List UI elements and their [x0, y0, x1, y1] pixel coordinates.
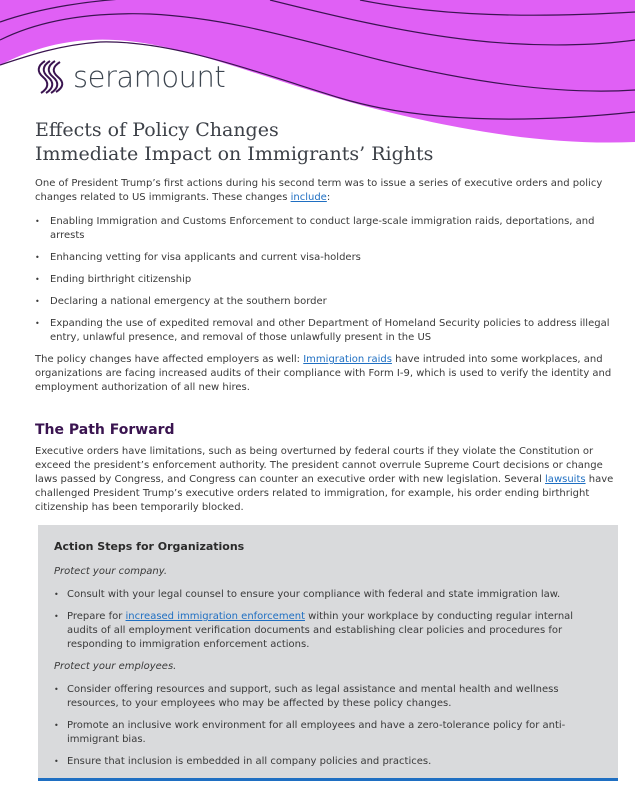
list-item: • Enabling Immigration and Customs Enforcement to conduct large-scale immigration raids, deportations, and arrests	[35, 215, 620, 243]
logo-mark-icon	[33, 58, 67, 96]
immigration-raids-link[interactable]: Immigration raids	[303, 354, 392, 365]
intro-paragraph: One of President Trump’s first actions during his second term was to issue a series of executive orders and policy changes related to US immigrants. These changes include:	[35, 178, 603, 203]
path-forward-paragraph: Executive orders have limitations, such as being overturned by federal courts if they violate the Constitution or exceed the president’s enforcement authority. The president cannot overrule Supreme Court decisions or change laws passed by Congress, and Congress can counter an executive order with new legislation. Several lawsuits have challenged President Trump’s executive orders related to immigration, for example, his order ending birthright citizenship has been temporarily blocked.	[35, 446, 614, 513]
lawsuits-link[interactable]: lawsuits	[545, 474, 586, 485]
page-title	[35, 118, 433, 166]
protect-employees-label: Protect your employees.	[54, 661, 177, 672]
action-steps-heading: Action Steps for Organizations	[54, 540, 245, 553]
logo-text: seramount	[73, 60, 226, 94]
list-item: • Prepare for increased immigration enforcement within your workplace by conducting regular internal audits of all employment verification documents and establishing clear policies and procedures for responding to immigration enforcement actions.	[54, 610, 602, 652]
list-item: • Ensure that inclusion is embedded in all company policies and practices.	[54, 755, 602, 769]
path-forward-heading: The Path Forward	[35, 422, 175, 438]
changes-list	[35, 215, 620, 345]
action-steps-box	[38, 525, 618, 781]
seramount-logo	[33, 58, 225, 96]
list-item: • Declaring a national emergency at the southern border	[35, 295, 620, 309]
increased-enforcement-link[interactable]: increased immigration enforcement	[125, 611, 305, 622]
list-item: • Consult with your legal counsel to ensure your compliance with federal and state immigration law.	[54, 588, 602, 602]
protect-company-label: Protect your company.	[54, 566, 168, 577]
title-line-1: Effects of Policy Changes	[35, 119, 279, 141]
list-item: • Enhancing vetting for visa applicants and current visa-holders	[35, 251, 620, 265]
employees-list	[54, 683, 602, 769]
employers-paragraph: The policy changes have affected employers as well: Immigration raids have intruded into some workplaces, and organizations are facing increased audits of their compliance with Form I-9, which is used to verify the identity and employment authorization of all new hires.	[35, 354, 612, 393]
company-list	[54, 588, 602, 652]
list-item: • Ending birthright citizenship	[35, 273, 620, 287]
list-item: • Expanding the use of expedited removal and other Department of Homeland Security policies to address illegal entry, unlawful presence, and removal of those unlawfully present in the US	[35, 317, 620, 345]
title-line-2: Immediate Impact on Immigrants’ Rights	[35, 143, 434, 165]
list-item: • Promote an inclusive work environment for all employees and have a zero-tolerance policy for anti-immigrant bias.	[54, 719, 602, 747]
list-item: • Consider offering resources and support, such as legal assistance and mental health and wellness resources, to your employees who may be affected by these policy changes.	[54, 683, 602, 711]
include-link[interactable]: include	[290, 192, 327, 203]
main-content	[35, 177, 620, 525]
